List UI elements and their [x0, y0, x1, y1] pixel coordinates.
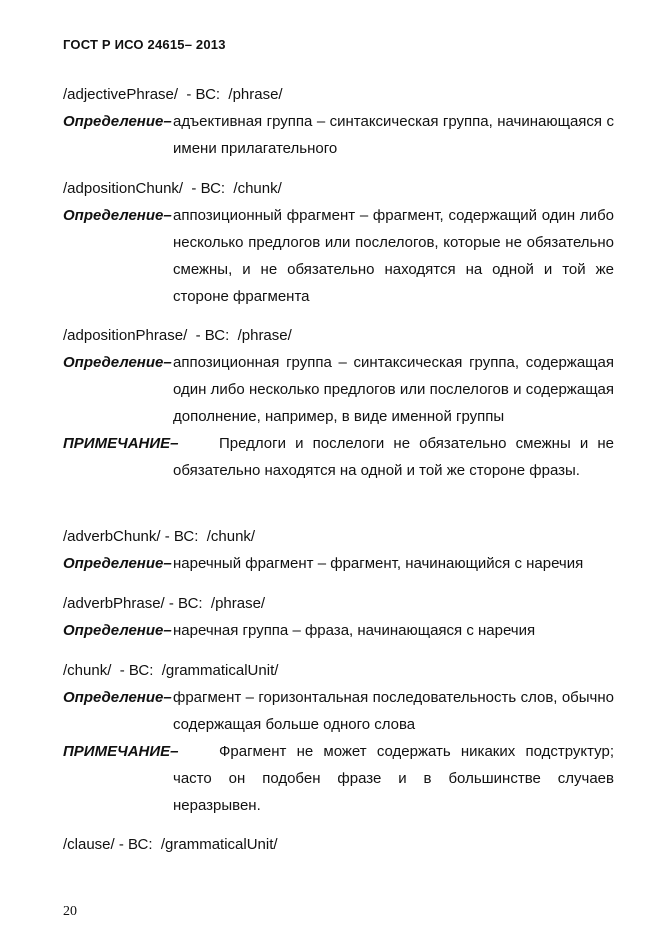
definition-label: Определение– — [63, 689, 172, 706]
entry-term: /adjectivePhrase/ - ВС: /phrase/ — [63, 86, 283, 103]
glossary-entry — [63, 175, 614, 310]
definition-row — [63, 202, 614, 310]
definition-text: адъективная группа – синтаксическая группа, начинающаяся с имени прилагательного — [173, 113, 614, 157]
glossary-entry — [63, 590, 614, 644]
definition-row — [63, 349, 614, 430]
glossary-entry — [63, 322, 614, 484]
entry-term: /adverbChunk/ - ВС: /chunk/ — [63, 528, 256, 545]
note-text: Фрагмент не может содержать никаких подструктур; часто он подобен фразе и в большинстве случаев неразрывен. — [173, 743, 614, 814]
entry-term: /clause/ - ВС: /grammaticalUnit/ — [63, 836, 278, 853]
note-label: ПРИМЕЧАНИЕ– — [63, 743, 179, 760]
definition-text: аппозиционная группа – синтаксическая группа, содержащая один либо несколько предлогов или послелогов и содержащая дополнение, например, в виде именной группы — [173, 354, 614, 425]
glossary-entry — [63, 81, 614, 162]
glossary-entry — [63, 831, 614, 858]
note-text-block — [173, 738, 614, 819]
note-row — [63, 430, 614, 484]
definition-row — [63, 684, 614, 738]
definition-text: фрагмент – горизонтальная последовательность слов, обычно содержащая больше одного слова — [173, 689, 614, 733]
page-number: 20 — [63, 904, 77, 919]
definition-label: Определение– — [63, 207, 172, 224]
entry-term: /adverbPhrase/ - ВС: /phrase/ — [63, 595, 266, 612]
note-row — [63, 738, 614, 819]
note-text: Предлоги и послелоги не обязательно смежны и не обязательно находятся на одной и той же стороне фразы. — [173, 435, 614, 479]
definition-row — [63, 550, 614, 577]
definition-row — [63, 617, 614, 644]
note-label: ПРИМЕЧАНИЕ– — [63, 435, 179, 452]
definition-text: наречный фрагмент – фрагмент, начинающийся с наречия — [173, 555, 584, 572]
note-text-block — [173, 430, 614, 484]
definition-text: аппозиционный фрагмент – фрагмент, содержащий один либо несколько предлогов или послелогов, которые не обязательно смежны, и не обязательно находятся на одной и той же стороне фрагмента — [173, 207, 614, 305]
definition-row — [63, 108, 614, 162]
entry-term: /adpositionChunk/ - ВС: /chunk/ — [63, 180, 282, 197]
definition-label: Определение– — [63, 555, 172, 572]
entry-term: /chunk/ - ВС: /grammaticalUnit/ — [63, 662, 279, 679]
document-header: ГОСТ Р ИСО 24615– 2013 — [63, 37, 226, 52]
definition-text: наречная группа – фраза, начинающаяся с наречия — [173, 622, 536, 639]
definition-label: Определение– — [63, 622, 172, 639]
definition-label: Определение– — [63, 113, 172, 130]
glossary-entry — [63, 523, 614, 577]
entry-term: /adpositionPhrase/ - ВС: /phrase/ — [63, 327, 292, 344]
definition-label: Определение– — [63, 354, 172, 371]
glossary-entry — [63, 657, 614, 819]
